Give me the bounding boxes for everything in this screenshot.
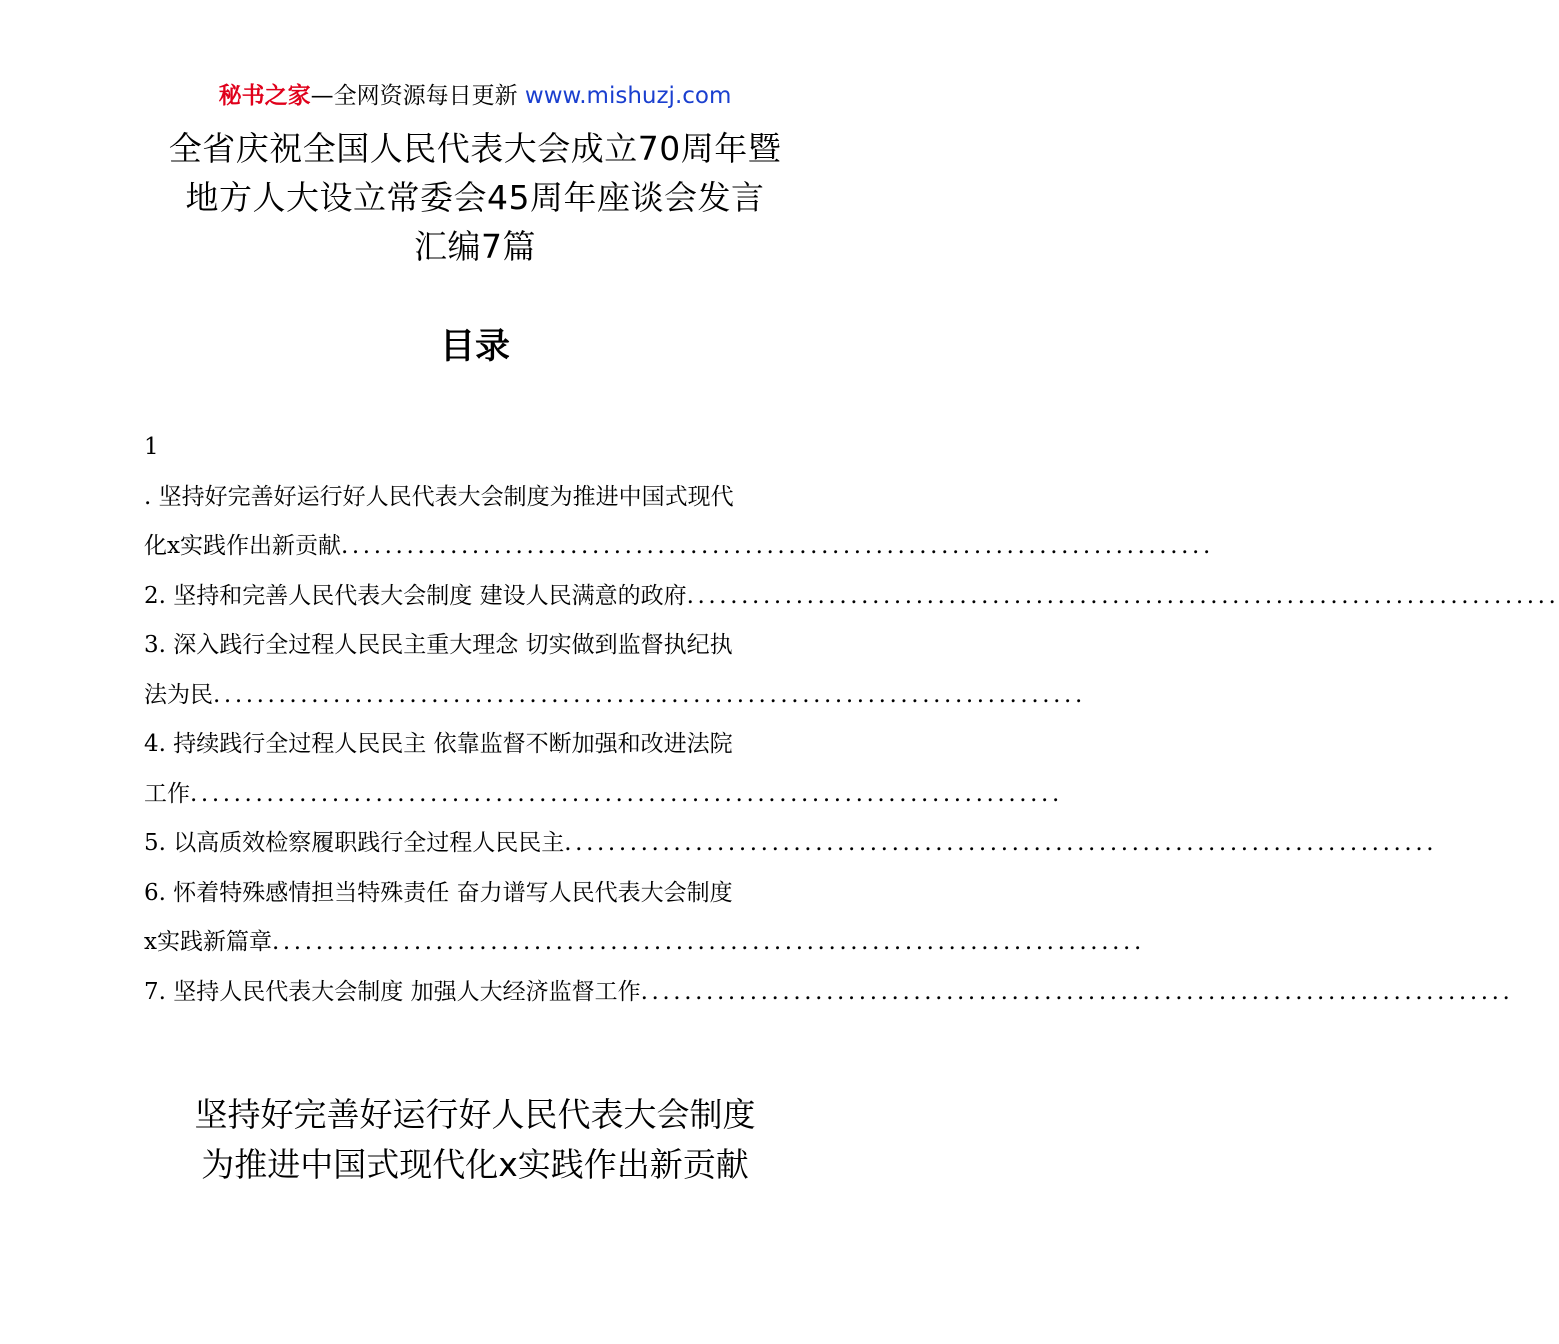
toc-entry-text: 4. 持续践行全过程人民民主 依靠监督不断加强和改进法院 bbox=[144, 731, 733, 757]
toc-number-line: 1 bbox=[144, 434, 159, 460]
watermark-brand: 秘书之家 bbox=[218, 83, 311, 109]
toc-entry[interactable] bbox=[144, 473, 1214, 572]
table-of-contents bbox=[144, 423, 1559, 1017]
watermark-url[interactable]: www.mishuzj.com bbox=[524, 83, 732, 109]
toc-entry-text: 法为民 bbox=[144, 681, 213, 708]
toc-entry-text: . 坚持好完善好运行好人民代表大会制度为推进中国式现代 bbox=[144, 483, 734, 510]
toc-heading: 目录 bbox=[439, 327, 510, 367]
document-title-line: 地方人大设立常委会45周年座谈会发言 bbox=[185, 178, 765, 217]
toc-entry[interactable] bbox=[144, 572, 1559, 622]
toc-dot-leader: ................................................................................ bbox=[271, 929, 1145, 955]
toc-entry-text: 3. 深入践行全过程人民民主重大理念 切实做到监督执纪执 bbox=[144, 632, 733, 658]
toc-entry-leader-line bbox=[144, 770, 1063, 820]
document-title-line: 汇编7篇 bbox=[414, 227, 536, 266]
toc-entry-text: 5. 以高质效检察履职践行全过程人民民主 bbox=[144, 830, 565, 856]
toc-entry-leader-line bbox=[144, 918, 1145, 968]
toc-entry-leader-line bbox=[144, 572, 1559, 622]
toc-entry-text: 2. 坚持和完善人民代表大会制度 建设人民满意的政府 bbox=[144, 582, 687, 609]
toc-dot-leader: ................................................................................ bbox=[640, 978, 1514, 1005]
toc-entry-leader-line bbox=[144, 819, 1438, 869]
toc-entry[interactable] bbox=[144, 869, 1145, 968]
watermark-tagline: —全网资源每日更新 bbox=[310, 83, 525, 109]
toc-entry-text: 化x实践作出新贡献 bbox=[144, 533, 341, 559]
toc-entry-leader-line bbox=[144, 671, 1086, 721]
article-title-line: 为推进中国式现代化x实践作出新贡献 bbox=[201, 1145, 749, 1184]
toc-dot-leader: ................................................................................ bbox=[340, 533, 1214, 559]
toc-entry[interactable] bbox=[144, 819, 1438, 869]
document-title bbox=[0, 124, 950, 271]
toc-entry-text: 工作 bbox=[144, 780, 190, 807]
toc-dot-leader: ................................................................................ bbox=[190, 780, 1063, 807]
toc-entry[interactable] bbox=[144, 720, 1063, 819]
toc-entry-text: x实践新篇章 bbox=[144, 929, 272, 955]
toc-dot-leader: ................................................................................ bbox=[564, 830, 1438, 856]
toc-entry-leader-line bbox=[144, 968, 1514, 1018]
article-title-line: 坚持好完善好运行好人民代表大会制度 bbox=[194, 1095, 756, 1134]
toc-dot-leader: ................................................................................ bbox=[686, 582, 1559, 609]
toc-entry-leader-line bbox=[144, 522, 1214, 572]
toc-entry-text: 7. 坚持人民代表大会制度 加强人大经济监督工作 bbox=[144, 978, 641, 1005]
toc-dot-leader: ................................................................................ bbox=[213, 681, 1086, 708]
document-title-line: 全省庆祝全国人民代表大会成立70周年暨 bbox=[168, 129, 782, 168]
toc-entry[interactable] bbox=[144, 621, 1086, 720]
toc-entry-text: 6. 怀着特殊感情担当特殊责任 奋力谱写人民代表大会制度 bbox=[144, 879, 733, 906]
toc-entries bbox=[144, 473, 1559, 1018]
toc-entry[interactable] bbox=[144, 968, 1514, 1018]
article-title bbox=[0, 1090, 950, 1190]
site-watermark bbox=[0, 80, 950, 112]
